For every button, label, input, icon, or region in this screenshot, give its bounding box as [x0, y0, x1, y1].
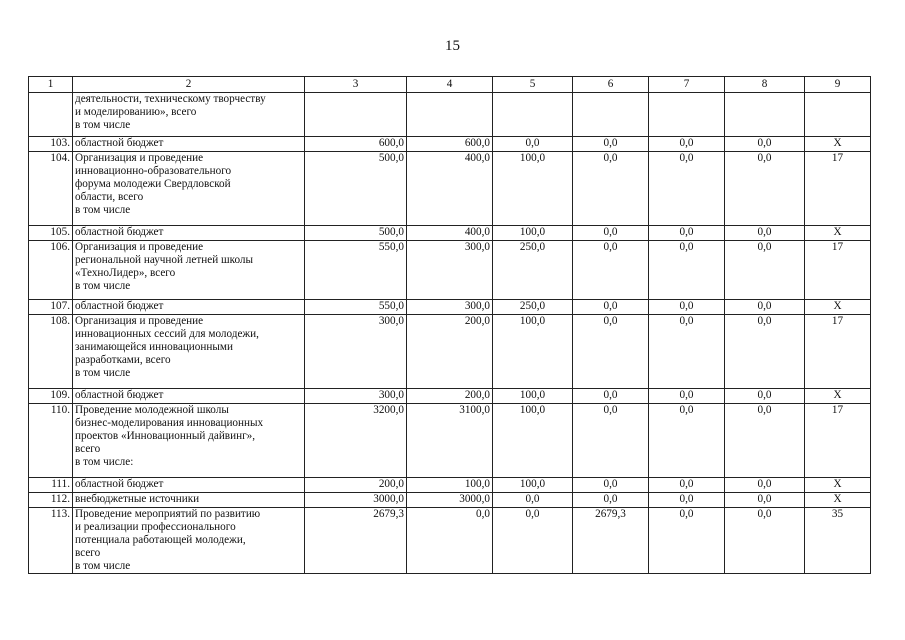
cell-col-6: 0,0	[573, 478, 649, 493]
cell-col-3: 3000,0	[305, 493, 407, 508]
cell-col-3: 2679,3	[305, 508, 407, 574]
cell-col-7: 0,0	[649, 300, 725, 315]
cell-col-7: 0,0	[649, 241, 725, 300]
cell-col-6: 0,0	[573, 152, 649, 226]
cell-col-6: 0,0	[573, 300, 649, 315]
cell-col-7: 0,0	[649, 226, 725, 241]
description-line: потенциала работающей молодежи,	[75, 534, 246, 546]
cell-col-5: 0,0	[493, 508, 573, 574]
cell-col-6: 0,0	[573, 137, 649, 152]
description-line: в том числе	[75, 119, 131, 131]
column-header: 4	[407, 77, 493, 93]
table-row	[29, 226, 871, 241]
cell-col-9: Х	[805, 478, 871, 493]
row-description	[73, 93, 305, 137]
cell-col-5: 100,0	[493, 389, 573, 404]
cell-col-4	[407, 93, 493, 137]
row-number: 103.	[29, 137, 73, 152]
cell-col-7: 0,0	[649, 478, 725, 493]
description-line: и реализации профессионального	[75, 521, 236, 533]
description-line: области, всего	[75, 191, 144, 203]
table-row	[29, 241, 871, 300]
table-row	[29, 404, 871, 478]
description-line: областной бюджет	[75, 300, 164, 312]
cell-col-6: 0,0	[573, 404, 649, 478]
description-line: бизнес-моделирования инновационных	[75, 417, 264, 429]
cell-col-3: 500,0	[305, 226, 407, 241]
cell-col-4: 400,0	[407, 152, 493, 226]
cell-col-4: 200,0	[407, 315, 493, 389]
column-header: 2	[73, 77, 305, 93]
cell-col-7: 0,0	[649, 389, 725, 404]
table-row	[29, 93, 871, 137]
description-line: форума молодежи Свердловской	[75, 178, 231, 190]
cell-col-3: 200,0	[305, 478, 407, 493]
cell-col-6: 0,0	[573, 241, 649, 300]
description-line: областной бюджет	[75, 137, 164, 149]
row-description	[73, 404, 305, 478]
cell-col-5: 100,0	[493, 404, 573, 478]
cell-col-9: 35	[805, 508, 871, 574]
description-line: Организация и проведение	[75, 241, 204, 253]
table-row	[29, 152, 871, 226]
cell-col-6: 0,0	[573, 389, 649, 404]
cell-col-7: 0,0	[649, 508, 725, 574]
cell-col-5: 0,0	[493, 137, 573, 152]
header-row	[29, 77, 871, 93]
cell-col-7: 0,0	[649, 152, 725, 226]
cell-col-5: 0,0	[493, 493, 573, 508]
cell-col-8: 0,0	[725, 137, 805, 152]
cell-col-8: 0,0	[725, 226, 805, 241]
cell-col-4: 200,0	[407, 389, 493, 404]
cell-col-9: 17	[805, 241, 871, 300]
column-header: 6	[573, 77, 649, 93]
description-line: Организация и проведение	[75, 152, 204, 164]
cell-col-7: 0,0	[649, 315, 725, 389]
description-line: всего	[75, 547, 101, 559]
cell-col-4: 3100,0	[407, 404, 493, 478]
row-number: 113.	[29, 508, 73, 574]
cell-col-4: 100,0	[407, 478, 493, 493]
cell-col-7: 0,0	[649, 404, 725, 478]
row-number	[29, 93, 73, 137]
column-header: 8	[725, 77, 805, 93]
description-line: в том числе	[75, 280, 131, 292]
cell-col-5	[493, 93, 573, 137]
description-line: и моделированию», всего	[75, 106, 197, 118]
row-number: 106.	[29, 241, 73, 300]
table-row	[29, 137, 871, 152]
cell-col-6: 0,0	[573, 315, 649, 389]
description-line: в том числе	[75, 560, 131, 572]
description-line: инновационно-образовательного	[75, 165, 232, 177]
page-number: 15	[445, 38, 460, 54]
description-line: проектов «Инновационный дайвинг»,	[75, 430, 256, 442]
cell-col-8: 0,0	[725, 389, 805, 404]
budget-table	[28, 76, 871, 574]
description-line: внебюджетные источники	[75, 493, 200, 505]
description-line: разработками, всего	[75, 354, 171, 366]
row-number: 108.	[29, 315, 73, 389]
table-row	[29, 315, 871, 389]
cell-col-3: 300,0	[305, 315, 407, 389]
row-number: 104.	[29, 152, 73, 226]
table-row	[29, 300, 871, 315]
cell-col-8: 0,0	[725, 152, 805, 226]
cell-col-6: 2679,3	[573, 508, 649, 574]
cell-col-8: 0,0	[725, 404, 805, 478]
description-line: областной бюджет	[75, 389, 164, 401]
cell-col-5: 100,0	[493, 478, 573, 493]
description-line: в том числе	[75, 204, 131, 216]
column-header: 9	[805, 77, 871, 93]
column-header: 5	[493, 77, 573, 93]
cell-col-4: 0,0	[407, 508, 493, 574]
description-line: в том числе:	[75, 456, 134, 468]
cell-col-8: 0,0	[725, 241, 805, 300]
cell-col-8: 0,0	[725, 493, 805, 508]
cell-col-3: 300,0	[305, 389, 407, 404]
row-description	[73, 389, 305, 404]
description-line: Организация и проведение	[75, 315, 204, 327]
row-description	[73, 478, 305, 493]
cell-col-7: 0,0	[649, 493, 725, 508]
cell-col-8: 0,0	[725, 478, 805, 493]
cell-col-8: 0,0	[725, 315, 805, 389]
table-body	[29, 93, 871, 574]
cell-col-5: 100,0	[493, 315, 573, 389]
row-number: 107.	[29, 300, 73, 315]
cell-col-9	[805, 93, 871, 137]
row-number: 109.	[29, 389, 73, 404]
table-row	[29, 389, 871, 404]
cell-col-3: 500,0	[305, 152, 407, 226]
cell-col-7	[649, 93, 725, 137]
cell-col-4: 3000,0	[407, 493, 493, 508]
table-row	[29, 493, 871, 508]
cell-col-9: Х	[805, 300, 871, 315]
description-line: «ТехноЛидер», всего	[75, 267, 176, 279]
cell-col-5: 250,0	[493, 300, 573, 315]
row-number: 112.	[29, 493, 73, 508]
column-header: 3	[305, 77, 407, 93]
row-description	[73, 508, 305, 574]
cell-col-3	[305, 93, 407, 137]
row-number: 110.	[29, 404, 73, 478]
row-number: 105.	[29, 226, 73, 241]
cell-col-4: 600,0	[407, 137, 493, 152]
cell-col-3: 550,0	[305, 300, 407, 315]
row-description	[73, 315, 305, 389]
description-line: областной бюджет	[75, 478, 164, 490]
row-description	[73, 300, 305, 315]
cell-col-9: Х	[805, 389, 871, 404]
description-line: региональной научной летней школы	[75, 254, 253, 266]
description-line: занимающейся инновационными	[75, 341, 233, 353]
cell-col-5: 100,0	[493, 152, 573, 226]
description-line: инновационных сессий для молодежи,	[75, 328, 259, 340]
description-line: всего	[75, 443, 101, 455]
description-line: в том числе	[75, 367, 131, 379]
description-line: деятельности, техническому творчеству	[75, 93, 266, 105]
cell-col-9: 17	[805, 315, 871, 389]
column-header: 7	[649, 77, 725, 93]
cell-col-8: 0,0	[725, 300, 805, 315]
cell-col-6: 0,0	[573, 226, 649, 241]
description-line: областной бюджет	[75, 226, 164, 238]
cell-col-8: 0,0	[725, 508, 805, 574]
cell-col-5: 250,0	[493, 241, 573, 300]
cell-col-6: 0,0	[573, 493, 649, 508]
description-line: Проведение мероприятий по развитию	[75, 508, 261, 520]
cell-col-4: 300,0	[407, 241, 493, 300]
cell-col-9: Х	[805, 137, 871, 152]
cell-col-9: 17	[805, 152, 871, 226]
cell-col-9: Х	[805, 493, 871, 508]
description-line: Проведение молодежной школы	[75, 404, 229, 416]
cell-col-3: 550,0	[305, 241, 407, 300]
row-number: 111.	[29, 478, 73, 493]
cell-col-5: 100,0	[493, 226, 573, 241]
cell-col-8	[725, 93, 805, 137]
cell-col-9: Х	[805, 226, 871, 241]
cell-col-7: 0,0	[649, 137, 725, 152]
cell-col-3: 600,0	[305, 137, 407, 152]
cell-col-3: 3200,0	[305, 404, 407, 478]
table-row	[29, 508, 871, 574]
cell-col-4: 400,0	[407, 226, 493, 241]
cell-col-4: 300,0	[407, 300, 493, 315]
row-description	[73, 241, 305, 300]
cell-col-9: 17	[805, 404, 871, 478]
cell-col-6	[573, 93, 649, 137]
column-header: 1	[29, 77, 73, 93]
table-row	[29, 478, 871, 493]
row-description	[73, 226, 305, 241]
row-description	[73, 152, 305, 226]
row-description	[73, 137, 305, 152]
row-description	[73, 493, 305, 508]
